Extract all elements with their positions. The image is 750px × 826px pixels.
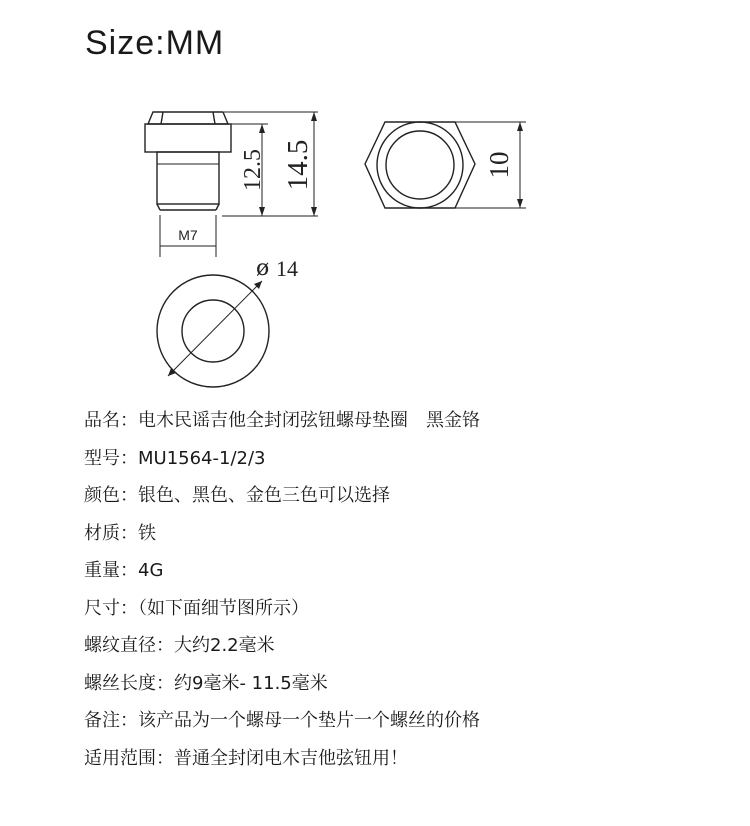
spec-size: 尺寸：（如下面细节图所示） [84,597,309,619]
technical-drawing [0,0,750,400]
spec-material: 材质：铁 [84,522,156,544]
dim-14-5-label: 14.5 [282,139,314,191]
dim-10-label: 10 [484,151,514,179]
spec-note: 备注：该产品为一个螺母一个垫片一个螺丝的价格 [84,710,480,731]
size-unit-title: Size:MM [85,24,225,62]
spec-screw-length: 螺丝长度：约9毫米- 11.5毫米 [84,672,328,694]
diameter-label: 14 [276,256,298,281]
spec-color: 颜色：银色、黑色、金色三色可以选择 [84,485,390,506]
washer-view [157,275,269,387]
spec-product-name: 品名：电木民谣吉他全封闭弦钮螺母垫圈 黑金铬 [84,410,480,431]
spec-model: 型号：MU1564-1/2/3 [84,447,266,469]
thread-size-label: M7 [178,227,198,243]
spec-list [84,402,480,777]
spec-application: 适用范围：普通全封闭电木吉他弦钮用！ [84,747,408,769]
diameter-symbol: ø [256,256,270,281]
dim-12-5-label: 12.5 [240,149,266,191]
spec-weight: 重量：4G [84,560,164,581]
spec-thread-diameter: 螺纹直径：大约2.2毫米 [84,635,275,656]
